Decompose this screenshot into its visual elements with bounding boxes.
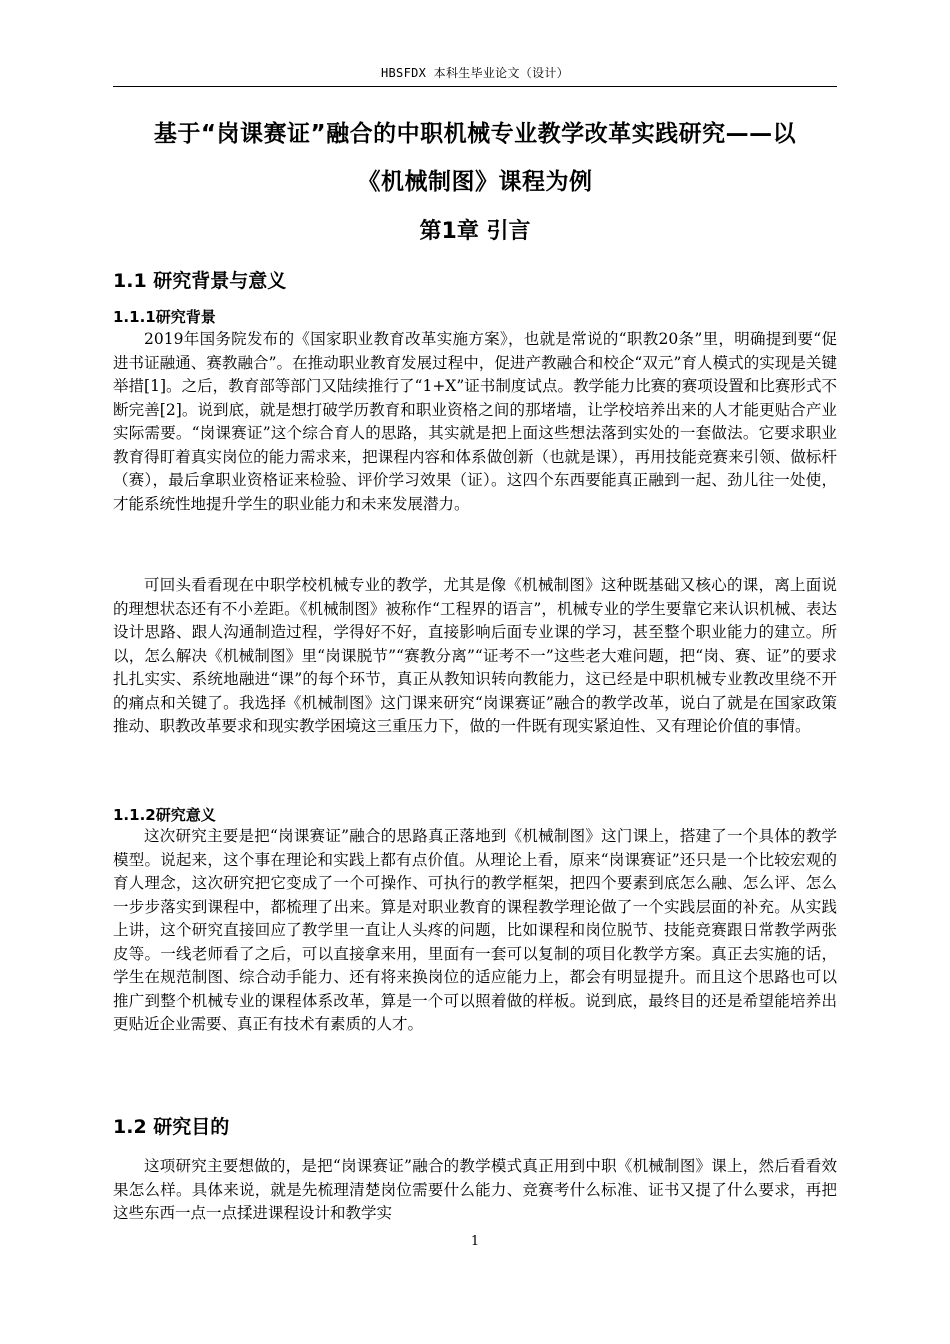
body-paragraph: 可回头看看现在中职学校机械专业的教学，尤其是像《机械制图》这种既基础又核心的课，离上面说的理想状态还有不小差距。《机械制图》被称作“工程界的语言”，机械专业的学生要靠它来认识机械、表达设计思路、跟人沟通制造过程，学得好不好，直接影响后面专业课的学习，甚至整个职业能力的建立。所以，怎么解决《机械制图》里“岗课脱节”“赛教分离”“证考不一”这些老大难问题，把“岗、赛、证”的要求扎扎实实、系统地融进“课”的每个环节，真正从教知识转向教能力，这已经是中职机械专业教改里绕不开的痛点和关键了。我选择《机械制图》这门课来研究“岗课赛证”融合的教学改革，说白了就是在国家政策推动、职教改革要求和现实教学困境这三重压力下，做的一件既有现实紧迫性、又有理论价值的事情。 [113,576,837,735]
paper-title-line-1: 基于“岗课赛证”融合的中职机械专业教学改革实践研究——以 [153,121,797,147]
section-heading-1-2: 1.2 研究目的 [113,1116,230,1138]
paper-title-line-2: 《机械制图》课程为例 [357,169,593,195]
body-paragraph: 这次研究主要是把“岗课赛证”融合的思路真正落地到《机械制图》这门课上，搭建了一个具体的教学模型。说起来，这个事在理论和实践上都有点价值。从理论上看，原来“岗课赛证”还只是一个比较宏观的育人理念，这次研究把它变成了一个可操作、可执行的教学框架，把四个要素到底怎么融、怎么评、怎么一步步落实到课程中，都梳理了出来。算是对职业教育的课程教学理论做了一个实践层面的补充。从实践上讲，这个研究直接回应了教学里一直让人头疼的问题，比如课程和岗位脱节、技能竞赛跟日常教学两张皮等。一线老师看了之后，可以直接拿来用，里面有一套可以复制的项目化教学方案。真正去实施的话，学生在规范制图、综合动手能力、还有将来换岗位的适应能力上，都会有明显提升。而且这个思路也可以推广到整个机械专业的课程体系改革，算是一个可以照着做的样板。说到底，最终目的还是希望能培养出更贴近企业需要、真正有技术有素质的人才。 [113,827,837,1033]
body-paragraph: 这项研究主要想做的，是把“岗课赛证”融合的教学模式真正用到中职《机械制图》课上，然后看看效果怎么样。具体来说，就是先梳理清楚岗位需要什么能力、竞赛考什么标准、证书又提了什么要求，再把这些东西一点一点揉进课程设计和教学实 [113,1157,837,1222]
chapter-heading: 第1章 引言 [419,219,531,244]
page-number: 1 [470,1234,480,1249]
section-heading-1-1: 1.1 研究背景与意义 [113,270,287,292]
header-divider [113,86,837,87]
running-header: HBSFDX 本科生毕业论文（设计） [381,66,569,80]
subsection-heading-1-1-1: 1.1.1研究背景 [113,308,216,326]
body-paragraph: 2019年国务院发布的《国家职业教育改革实施方案》，也就是常说的“职教20条”里，明确提到要“促进书证融通、赛教融合”。在推动职业教育发展过程中，促进产教融合和校企“双元”育人模式的实现是关键举措[1]。之后，教育部等部门又陆续推行了“1+X”证书制度试点。教学能力比赛的赛项设置和比赛形式不断完善[2]。说到底，就是想打破学历教育和职业资格之间的那堵墙，让学校培养出来的人才能更贴合产业实际需要。“岗课赛证”这个综合育人的思路，其实就是把上面这些想法落到实处的一套做法。它要求职业教育得盯着真实岗位的能力需求来，把课程内容和体系做创新（也就是课），再用技能竞赛来引领、做标杆（赛），最后拿职业资格证来检验、评价学习效果（证）。这四个东西要能真正融到一起、劲儿往一处使，才能系统性地提升学生的职业能力和未来发展潜力。 [113,330,837,513]
subsection-heading-1-1-2: 1.1.2研究意义 [113,806,216,824]
